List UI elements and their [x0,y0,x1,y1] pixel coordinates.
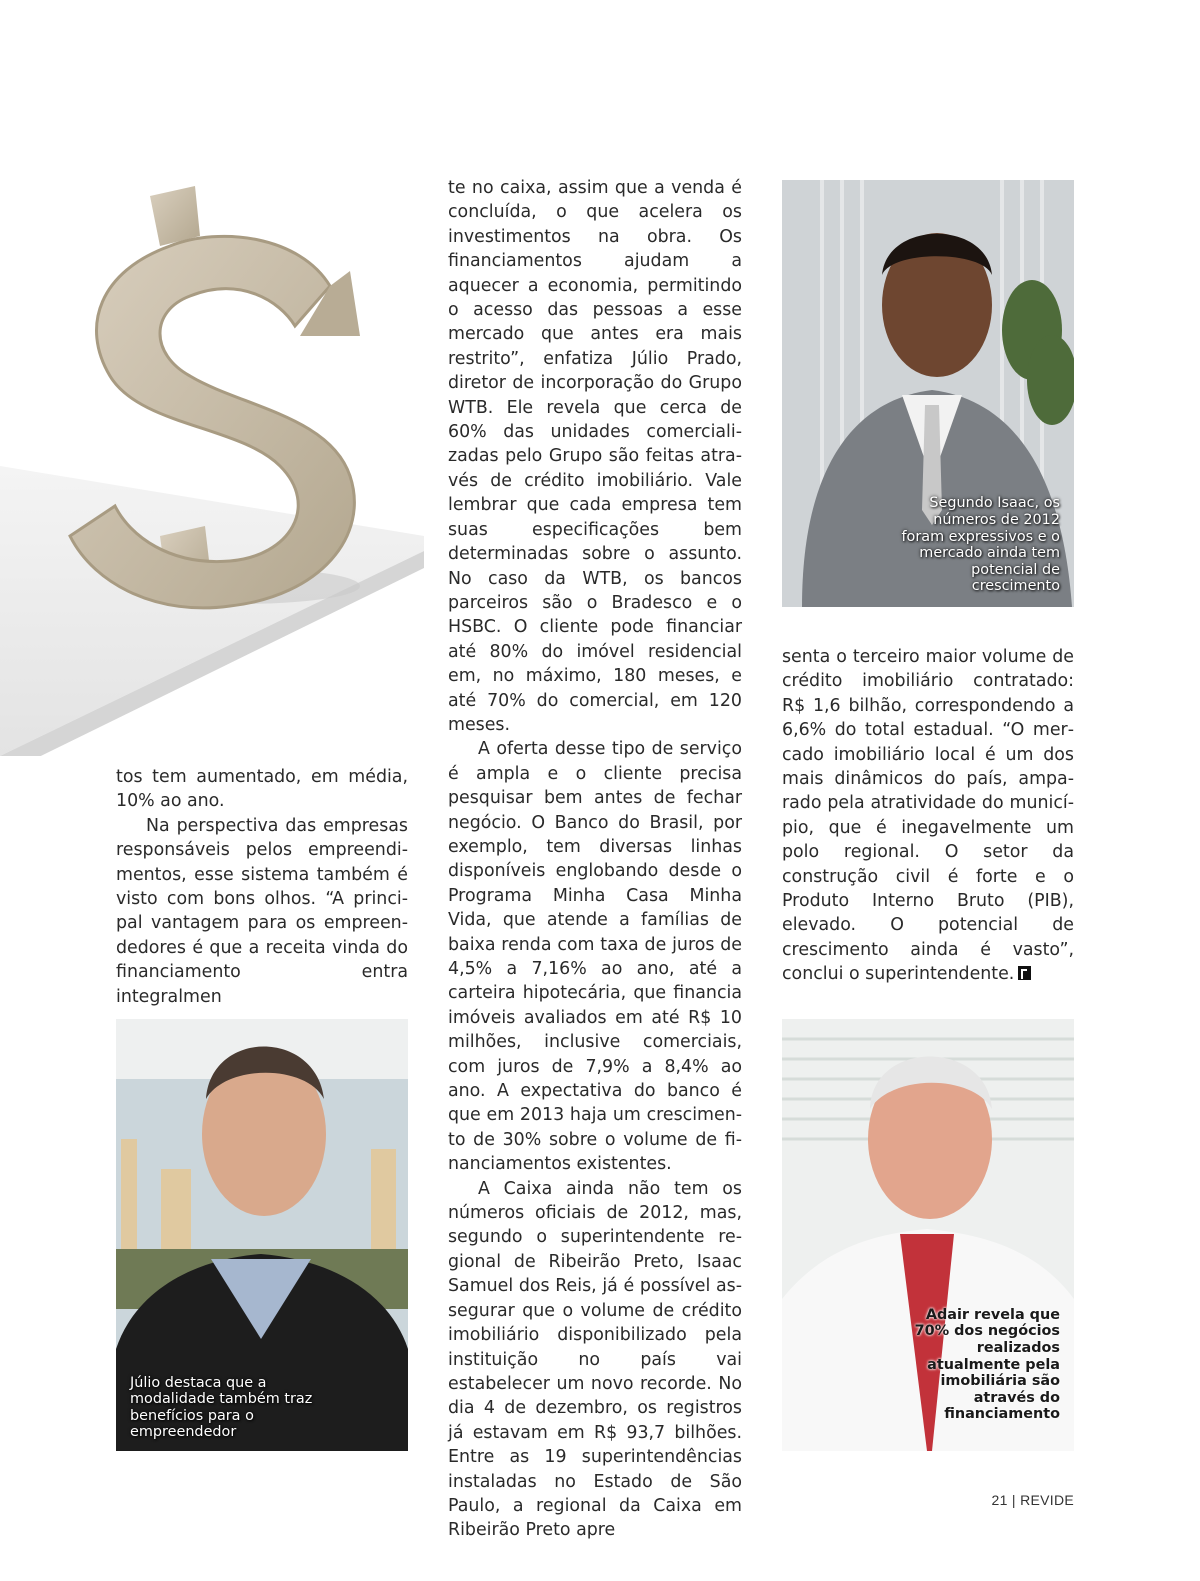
paragraph: A Caixa ainda não tem os números oficiais de 2012, mas, segundo o superintendente regional de Ribeirão Preto, Isaac Samuel dos Reis, já é possível assegurar que o volume de crédito imobiliário disponibilizado pela instituição no país vai estabelecer um novo recorde. No dia 4 de dezembro, os registros já estavam em R$ 93,7 bilhões. Entre as 19 superintendências instaladas no Estado de São Paulo, a regional da Caixa em Ribeirão Preto apre [448,1178,742,1541]
magazine-name: REVIDE [1020,1492,1074,1508]
paragraph [782,645,1074,987]
dollar-sign-illustration [0,176,424,756]
footer-separator: | [1011,1492,1016,1508]
end-of-article-icon [1018,966,1031,980]
page-footer [992,1492,1074,1508]
adair-photo [782,1019,1074,1451]
isaac-photo [782,180,1074,607]
article-column-left [116,765,408,1009]
julio-photo-caption: Júlio destaca que a modalidade também traz benefícios para o empreendedor [130,1374,313,1441]
article-column-right [782,645,1074,987]
julio-photo [116,1019,408,1451]
page-number: 21 [991,1492,1008,1508]
isaac-photo-caption: Segundo Isaac, os números de 2012 foram expressivos e o mercado ainda tem potencial de crescimento [901,495,1060,595]
paragraph: tos tem aumentado, em média, 10% ao ano. [116,767,408,812]
paragraph: te no caixa, assim que a venda é concluída, o que acelera os investimentos na obra. Os financiamentos ajudam a aquecer a economia, permitindo o acesso das pessoas a esse mercado que antes era mais restrito”, enfatiza Júlio Prado, diretor de incorporação do Grupo WTB. Ele revela que cerca de 60% das unidades comercializadas pelo Grupo são feitas através de crédito imobiliário. Vale lembrar que cada empresa tem suas especificações bem determinadas sobre o assunto. No caso da WTB, os bancos parceiros são o Bradesco e o HSBC. O cliente pode financiar até 80% do imóvel residencial em, no máximo, 180 meses, e até 70% do comercial, em 120 meses. [448,178,742,735]
paragraph: Na perspectiva das empresas responsáveis pelos empreendimentos, esse sistema também é visto com bons olhos. “A principal vantagem para os empreendedores é que a receita vinda do financiamento entra integralmen [116,815,408,1007]
article-column-middle [448,176,742,1543]
adair-photo-caption: Adair revela que 70% dos negócios realizados atualmente pela imobiliária são através do financiamento [914,1306,1060,1423]
paragraph-text: senta o terceiro maior volume de crédito imobiliário contratado: R$ 1,6 bilhão, correspondendo a 6,6% do total estadual. “O mercado imobiliário local é um dos mais dinâmicos do país, amparado pela atratividade do município, que é inegavelmente um polo regional. O setor da construção civil é forte e o Produto Interno Bruto (PIB), elevado. O potencial de crescimento ainda é vasto”, conclui o superintendente. [782,647,1074,985]
paragraph: A oferta desse tipo de serviço é ampla e o cliente precisa pesquisar bem antes de fechar negócio. O Banco do Brasil, por exemplo, tem diversas linhas disponíveis englobando desde o Programa Minha Casa Minha Vida, que atende a famílias de baixa renda com taxa de juros de 4,5% a 7,16% ao ano, até a carteira hipotecária, que financia imóveis avaliados em até R$ 10 milhões, inclusive comerciais, com juros de 7,9% a 8,4% ao ano. A expectativa do banco é que em 2013 haja um crescimento de 30% sobre o volume de financiamentos existentes. [448,739,742,1175]
